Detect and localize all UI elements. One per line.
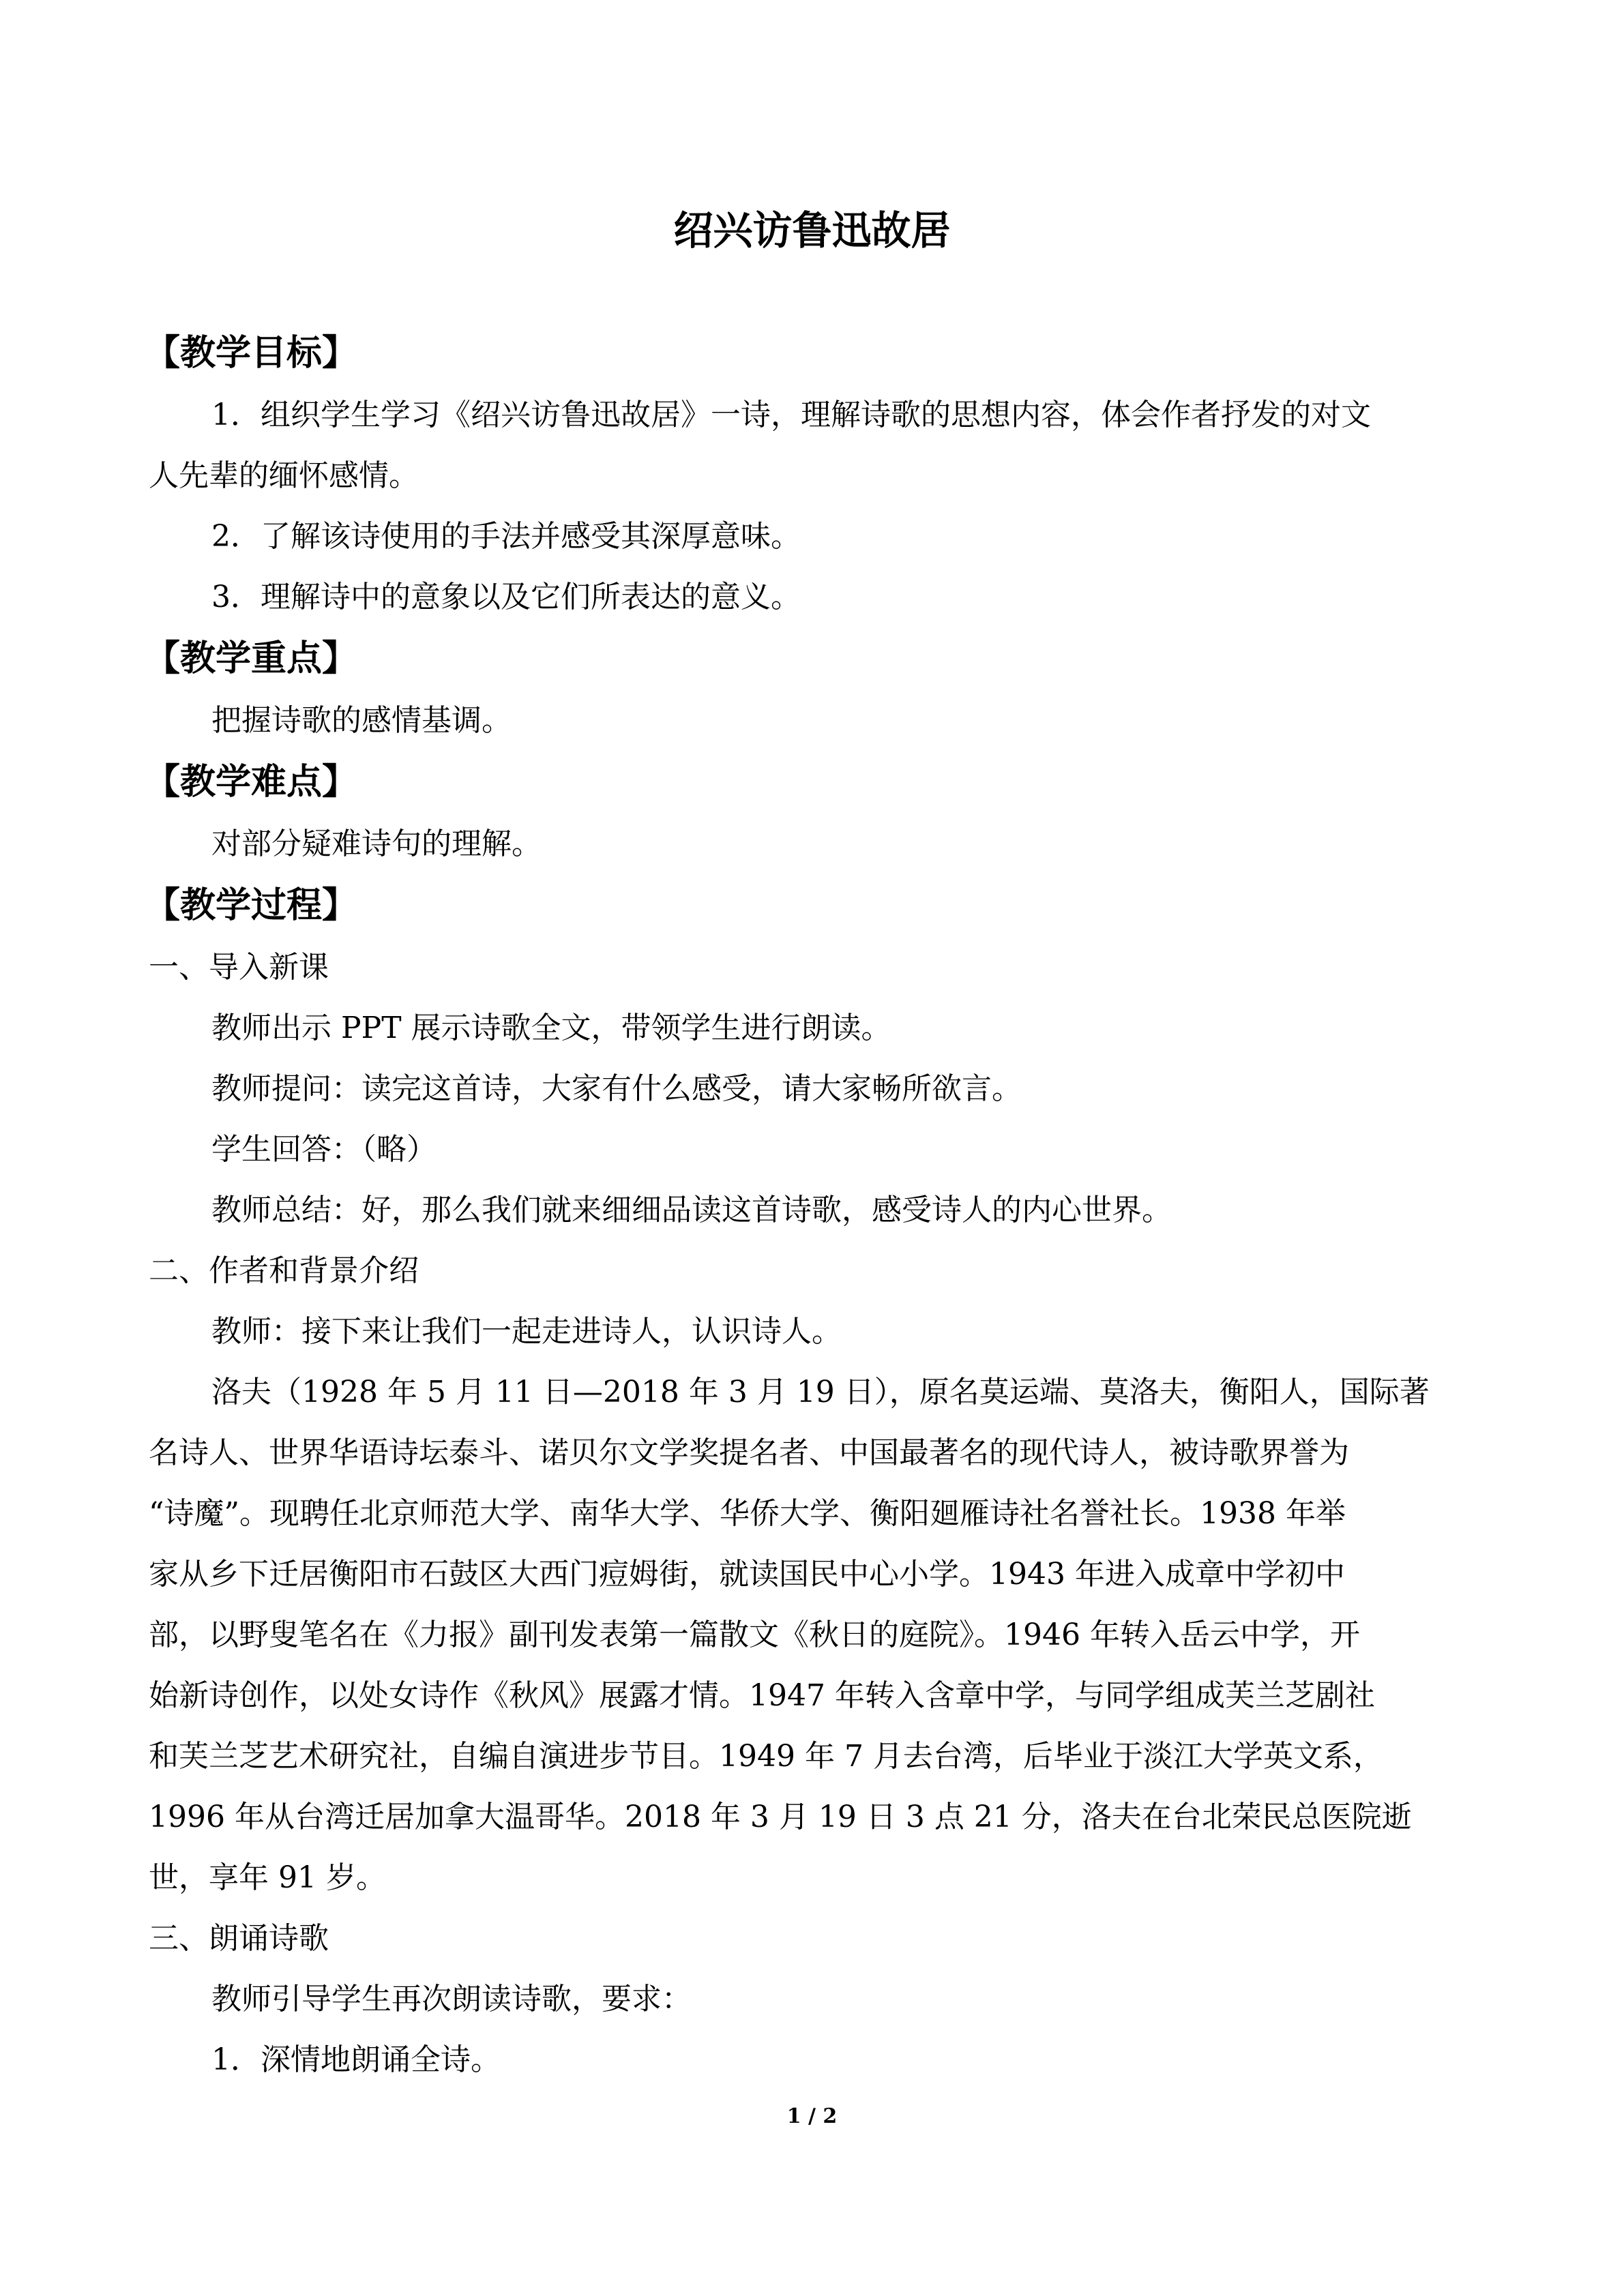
page-number: 1 / 2: [786, 2104, 838, 2128]
bio-line-8: 1996 年从台湾迁居加拿大温哥华。2018 年 3 月 19 日 3 点 21 分，洛夫在台北荣民总医院逝: [149, 1800, 1412, 1834]
bio-line-7: 和芙兰芝艺术研究社，自编自演进步节目。1949 年 7 月去台湾，后毕业于淡江大学英文系，: [149, 1739, 1383, 1774]
goal-3: 3．理解诗中的意象以及它们所表达的意义。: [211, 580, 801, 614]
part-2-paragraph-1: 教师：接下来让我们一起走进诗人，认识诗人。: [211, 1314, 842, 1349]
difficulty-text: 对部分疑难诗句的理解。: [211, 826, 542, 861]
author-biography: [149, 1362, 1479, 1908]
bio-line-1: 洛夫（1928 年 5 月 11 日—2018 年 3 月 19 日），原名莫运端、莫洛夫，衡阳人，国际著: [211, 1375, 1430, 1410]
bio-line-5: 部，以野叟笔名在《力报》副刊发表第一篇散文《秋日的庭院》。1946 年转入岳云中学，开: [149, 1617, 1360, 1652]
key-points-text: 把握诗歌的感情基调。: [211, 703, 512, 738]
part-1-paragraph-2: 教师提问：读完这首诗，大家有什么感受，请大家畅所欲言。: [211, 1071, 1022, 1106]
document-title: 绍兴访鲁迅故居: [673, 207, 951, 254]
bio-line-3: “诗魔”。现聘任北京师范大学、南华大学、华侨大学、衡阳廻雁诗社名誉社长。1938 年举: [149, 1496, 1346, 1531]
bio-line-2: 名诗人、世界华语诗坛泰斗、诺贝尔文学奖提名者、中国最著名的现代诗人，被诗歌界誉为: [149, 1435, 1349, 1470]
goals-heading: 【教学目标】: [145, 333, 358, 374]
part-1-title: 一、导入新课: [149, 950, 329, 985]
process-heading: 【教学过程】: [145, 885, 358, 926]
part-3-title: 三、朗诵诗歌: [149, 1921, 329, 1956]
part-3-paragraph-1: 教师引导学生再次朗读诗歌，要求：: [211, 1982, 692, 2016]
goal-2: 2．了解该诗使用的手法并感受其深厚意味。: [211, 519, 801, 554]
difficulty-heading: 【教学难点】: [145, 762, 358, 803]
goal-1: [149, 385, 1479, 506]
part-1-paragraph-4: 教师总结：好，那么我们就来细细品读这首诗歌，感受诗人的内心世界。: [211, 1193, 1172, 1227]
part-1-paragraph-1: 教师出示 PPT 展示诗歌全文，带领学生进行朗读。: [211, 1011, 891, 1045]
document-body: [145, 322, 1479, 2090]
bio-line-4: 家从乡下迁居衡阳市石鼓区大西门痘姆街，就读国民中心小学。1943 年进入成章中学初中: [149, 1557, 1345, 1592]
bio-line-9: 世，享年 91 岁。: [149, 1860, 386, 1895]
goal-1-line-1: 1．组织学生学习《绍兴访鲁迅故居》一诗，理解诗歌的思想内容，体会作者抒发的对文: [211, 398, 1371, 432]
key-points-heading: 【教学重点】: [145, 638, 358, 679]
part-1-paragraph-3: 学生回答：（略）: [211, 1132, 437, 1167]
goal-1-line-2: 人先辈的缅怀感情。: [149, 458, 419, 493]
part-3-paragraph-2: 1．深情地朗诵全诗。: [211, 2042, 501, 2077]
part-2-title: 二、作者和背景介绍: [149, 1253, 419, 1288]
bio-line-6: 始新诗创作，以处女诗作《秋风》展露才情。1947 年转入含章中学，与同学组成芙兰芝剧社: [149, 1678, 1375, 1713]
